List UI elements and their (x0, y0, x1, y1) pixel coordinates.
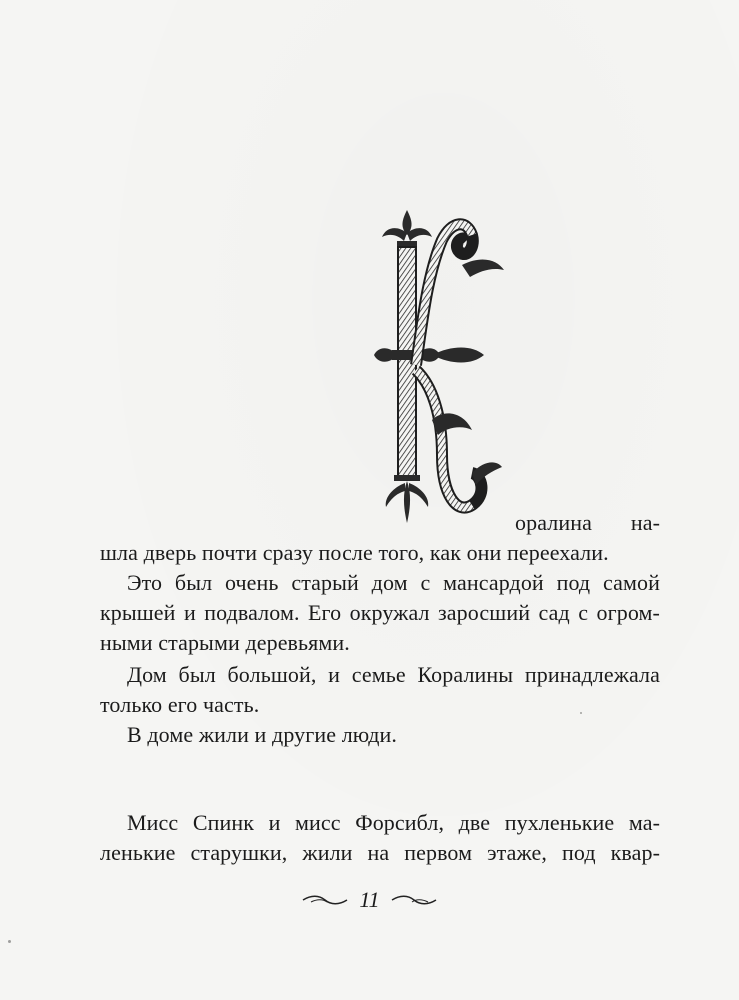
paragraph-line: Это был очень старый дом с мансардой под самой (127, 570, 660, 595)
page-footer (0, 883, 739, 917)
ornamental-letter-k-icon (372, 205, 512, 530)
paragraph-line: В доме жили и другие люди. (127, 722, 397, 747)
text-line: ными старыми деревьями. (100, 630, 350, 655)
swash-ornament-icon (390, 893, 438, 907)
page-number: 11 (359, 887, 380, 912)
paragraph-line: Мисс Спинк и мисс Форсибл, две пухленькие ма- (127, 810, 660, 835)
swash-ornament-icon (301, 893, 349, 907)
text-line: шла дверь почти сразу после того, как они переехали. (100, 540, 609, 565)
paper-speck (580, 712, 582, 714)
text-line: только его часть. (100, 692, 260, 717)
text-line: оралина на- (515, 510, 660, 535)
text-line: ленькие старушки, жили на первом этаже, под квар- (100, 840, 660, 865)
paragraph-line: Дом был большой, и семье Коралины принадлежала (127, 662, 660, 687)
paper-speck (8, 940, 11, 943)
text-line: крышей и подвалом. Его окружал заросший сад с огром- (100, 600, 660, 625)
